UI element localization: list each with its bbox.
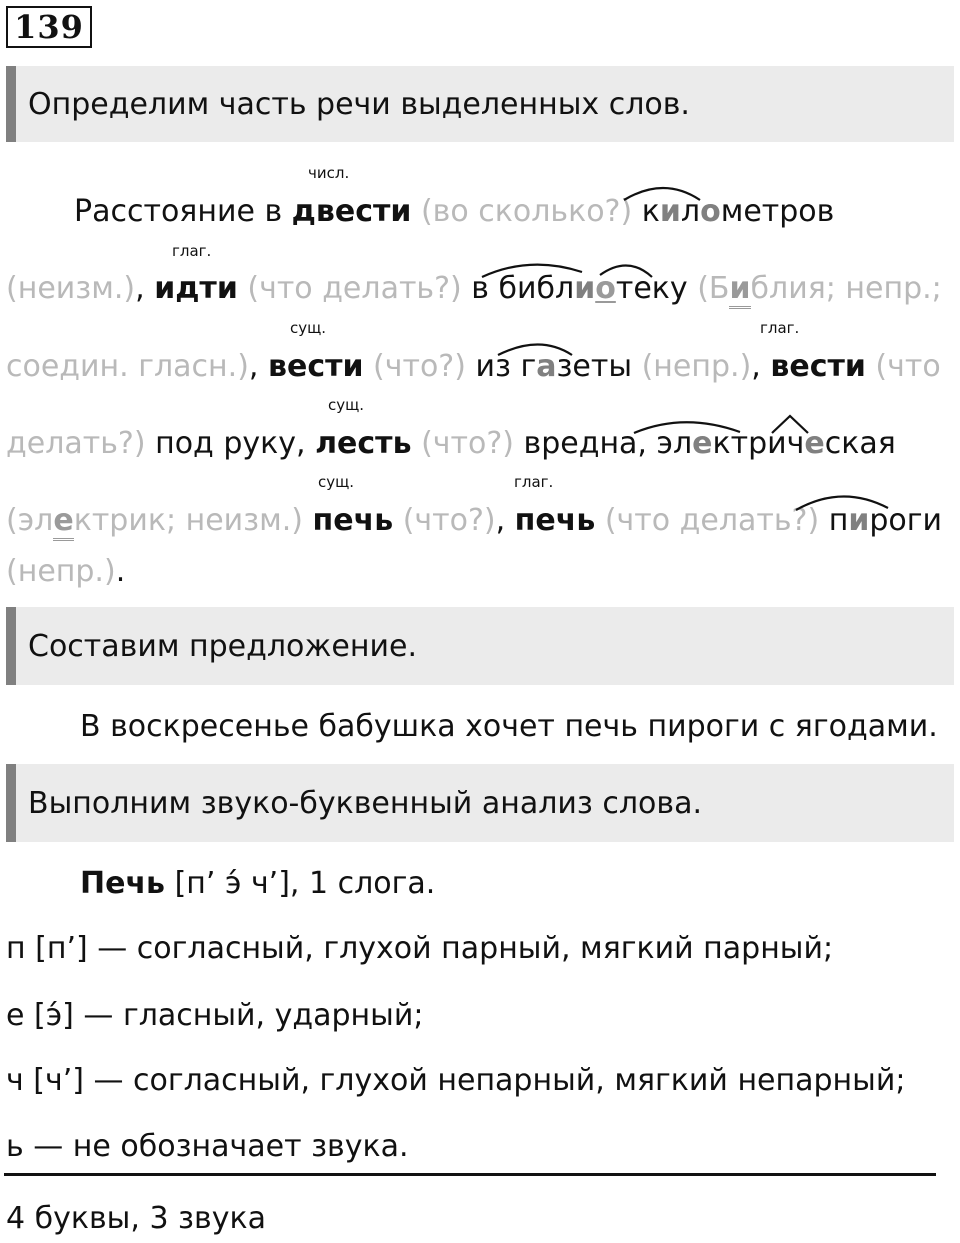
note: (эл bbox=[6, 503, 54, 538]
note-letter-underlined: е bbox=[53, 503, 73, 541]
text: вредна, эл bbox=[523, 426, 693, 461]
note: блия; непр.; bbox=[750, 271, 942, 306]
question: (что?) bbox=[411, 426, 524, 461]
text: л bbox=[680, 194, 701, 229]
section-heading-1 bbox=[6, 66, 954, 142]
question: (что?) bbox=[393, 503, 496, 538]
text: в bbox=[471, 271, 499, 306]
word-lest: лесть bbox=[315, 426, 412, 461]
summary: 4 буквы, 3 звука bbox=[6, 1201, 266, 1236]
note: ктрик; неизм.) bbox=[73, 503, 313, 538]
word-pech-verb: печь bbox=[514, 503, 596, 538]
section-heading-3 bbox=[6, 764, 954, 842]
section-heading-2 bbox=[6, 607, 954, 685]
text: л bbox=[555, 271, 575, 306]
letter-analysis-2: е [э́] — гласный, ударный; bbox=[6, 998, 424, 1033]
highlight-letter: и bbox=[848, 503, 870, 538]
highlight-letter: и bbox=[659, 194, 681, 229]
question: делать?) bbox=[6, 426, 146, 461]
pos-label-glag-pech: глаг. bbox=[514, 473, 554, 491]
note: (непр.) bbox=[632, 349, 752, 384]
highlight-letter: е bbox=[692, 426, 713, 461]
note: (непр.) bbox=[6, 554, 116, 589]
text: из г bbox=[475, 349, 537, 384]
divider-rule bbox=[4, 1173, 936, 1176]
letter-analysis-3: ч [ч’] — согласный, глухой непарный, мягкий непарный; bbox=[6, 1063, 906, 1098]
text: ская bbox=[824, 426, 896, 461]
question: (во сколько?) bbox=[411, 194, 642, 229]
text: , bbox=[135, 271, 155, 306]
letter-analysis-4: ь — не обозначает звука. bbox=[6, 1129, 409, 1164]
highlight-letter: и bbox=[574, 271, 596, 306]
text: ктрич bbox=[712, 426, 805, 461]
text-line-3 bbox=[6, 349, 941, 384]
text: , bbox=[248, 349, 268, 384]
transcription: [п’ э́ ч’], 1 слога. bbox=[165, 866, 436, 901]
text: биб bbox=[498, 271, 555, 306]
text-line-1 bbox=[74, 194, 835, 229]
section-heading-2-text: Составим предложение. bbox=[28, 628, 417, 664]
section-heading-1-text: Определим часть речи выделенных слов. bbox=[28, 86, 690, 122]
note: (Б bbox=[687, 271, 730, 306]
pos-label-sushch-pech: сущ. bbox=[318, 473, 355, 491]
pos-label-sushch-lest: сущ. bbox=[328, 396, 365, 414]
question: (что bbox=[865, 349, 941, 384]
analysis-word: Печь bbox=[80, 866, 166, 901]
text: , bbox=[751, 349, 771, 384]
text: зеты bbox=[556, 349, 633, 384]
text: п bbox=[828, 503, 849, 538]
text: под руку, bbox=[145, 426, 316, 461]
pos-label-sushch-vesti: сущ. bbox=[290, 319, 327, 337]
pos-label-glag-idti: глаг. bbox=[172, 242, 212, 260]
text-line-4 bbox=[6, 426, 896, 461]
highlight-letter-underlined: о bbox=[595, 271, 616, 306]
example-sentence: В воскресенье бабушка хочет печь пироги с ягодами. bbox=[80, 709, 938, 744]
word-idti: идти bbox=[154, 271, 238, 306]
section-heading-3-text: Выполним звуко-буквенный анализ слова. bbox=[28, 785, 703, 821]
question: (что делать?) bbox=[237, 271, 472, 306]
question: (что делать?) bbox=[595, 503, 829, 538]
word-vesti-verb: вести bbox=[770, 349, 866, 384]
analysis-word-line bbox=[80, 866, 436, 901]
letter-analysis-1: п [п’] — согласный, глухой парный, мягкий парный; bbox=[6, 931, 834, 966]
pos-label-chisl: числ. bbox=[308, 164, 350, 182]
highlight-letter: а bbox=[536, 349, 557, 384]
highlight-letter: е bbox=[804, 426, 825, 461]
text-line-2 bbox=[6, 271, 942, 306]
note-letter-underlined: и bbox=[729, 271, 750, 309]
text-line-5 bbox=[6, 503, 943, 538]
word-vesti-noun: вести bbox=[267, 349, 364, 384]
text-line-6 bbox=[6, 554, 126, 589]
question: (что?) bbox=[363, 349, 476, 384]
text: теку bbox=[615, 271, 688, 306]
text: к bbox=[641, 194, 660, 229]
note: соедин. гласн.) bbox=[6, 349, 249, 384]
text: Расстояние в bbox=[74, 194, 292, 229]
text: , bbox=[495, 503, 515, 538]
pos-label-glag-vesti: глаг. bbox=[760, 319, 800, 337]
text: роги bbox=[869, 503, 943, 538]
word-pech-noun: печь bbox=[312, 503, 394, 538]
note: (неизм.) bbox=[6, 271, 136, 306]
text: метров bbox=[720, 194, 835, 229]
task-number: 139 bbox=[6, 6, 92, 48]
text: . bbox=[115, 554, 126, 589]
word-dvesti: двести bbox=[291, 194, 412, 229]
highlight-letter: о bbox=[700, 194, 721, 229]
